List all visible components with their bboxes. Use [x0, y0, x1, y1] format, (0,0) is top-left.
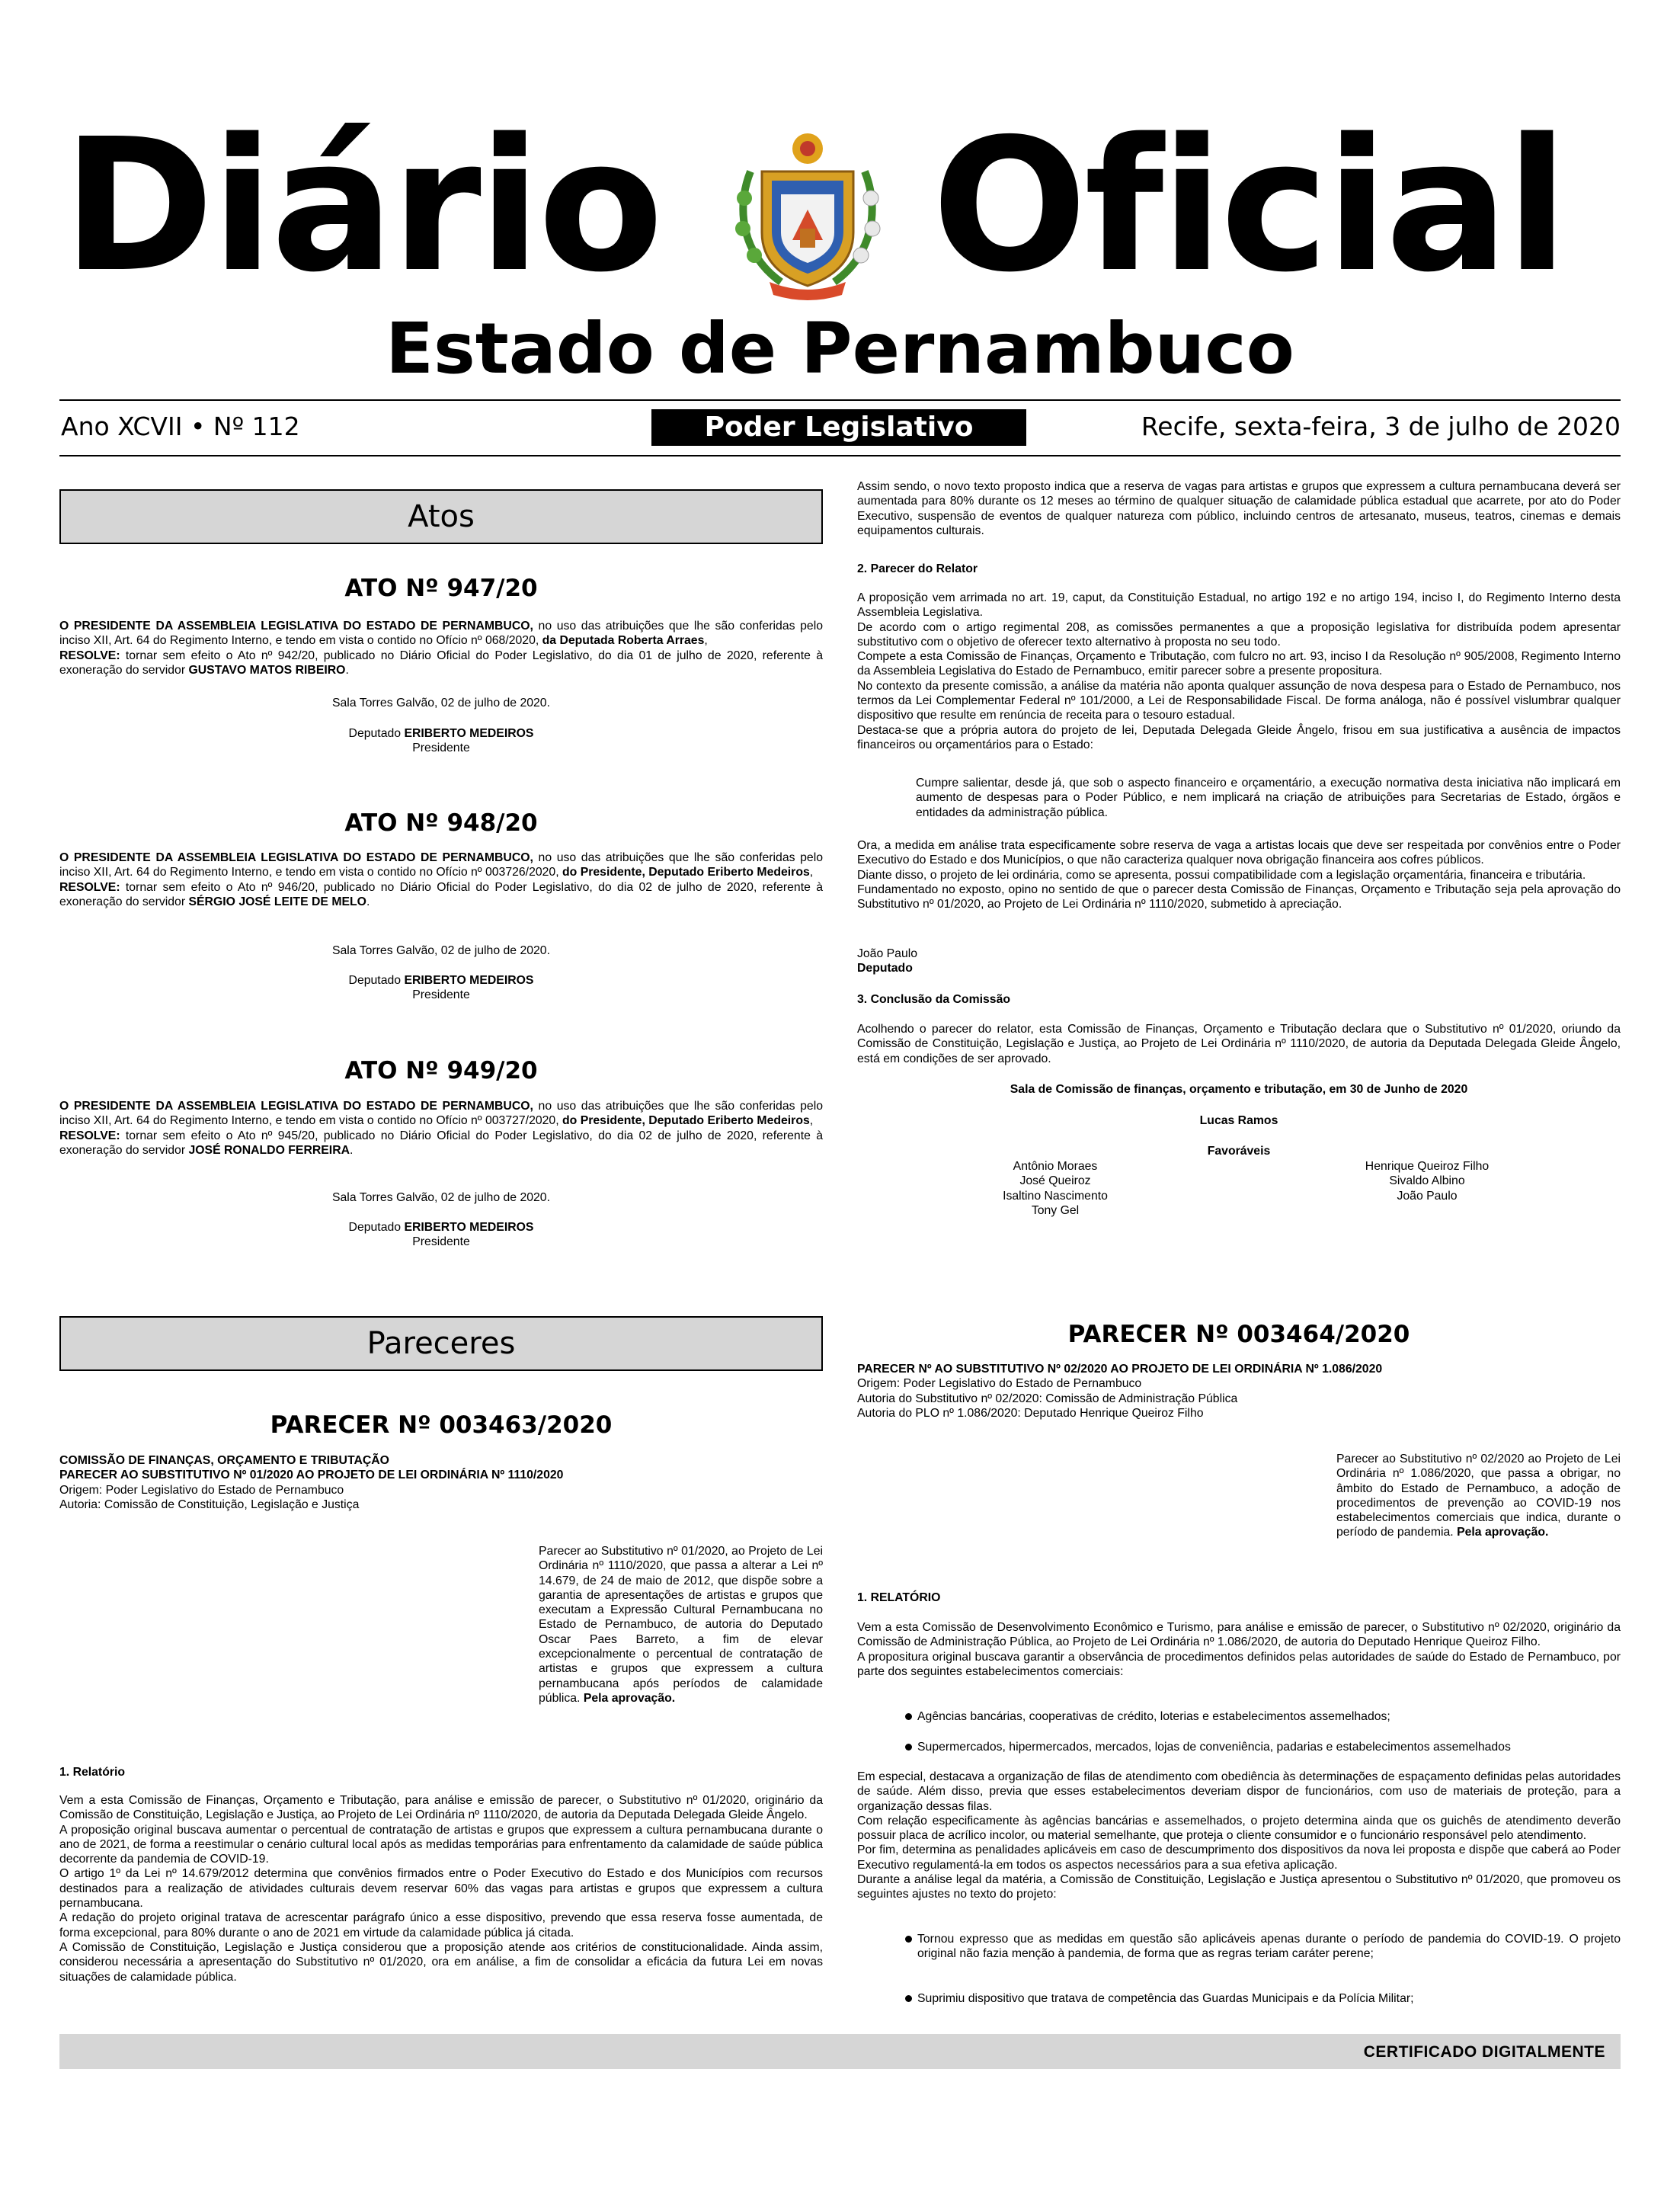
member-name: Isaltino Nascimento: [1003, 1189, 1108, 1203]
parecer-relator: A proposição vem arrimada no art. 19, caput, da Constituição Estadual, no artigo 192 e no artigo 194, inciso I, do Regimento Interno desta Assembleia Legislativa. De acordo com o artigo regimental 208, as comissões permanentes a que a proposição legislativa for distribuída podem apresentar substitutivo com o objetivo de oferecer texto alternativo à proposta no seu todo. Compete a esta Comissão de Finanças, Orçamento e Tributação, com fulcro no art. 93, inciso I da Resolução nº 905/2008, Regimento Interno da Assembleia Legislativa do Estado de Pernambuco, emitir parecer sobre a presente propositura. No contexto da presente comissão, a análise da matéria não aponta qualquer assunção de nova despesa para o Estado de Pernambuco, nos termos da Lei Complementar Federal nº 101/2000, a Lei de Responsabilidade Fiscal. De forma análoga, não é possível vislumbrar qualquer dispositivo que resulte em renúncia de receita para o tesouro estadual. Destaca-se que a própria autora do projeto de lei, Deputada Delegada Gleide Ângelo, frisou em sua justificativa a ausência de impactos financeiros ou orçamentários para o Estado:: [857, 591, 1621, 751]
member-name: Henrique Queiroz Filho: [1365, 1160, 1490, 1173]
ato-place-date: Sala Torres Galvão, 02 de julho de 2020.: [331, 697, 550, 710]
masthead-subtitle: Estado de Pernambuco: [386, 308, 1294, 389]
bullet-list: [901, 1740, 1621, 1754]
justification-quote: Cumpre salientar, desde já, que sob o aspecto financeiro e orçamentário, a execução normativa desta iniciativa não implicará em aumento de despesas para o Poder Público, e nem implicará na criação de atribuições para Secretarias de Estado, órgãos e entidades da administração pública.: [916, 777, 1621, 819]
parecer-ementa: Parecer ao Substitutivo nº 01/2020, ao Projeto de Lei Ordinária nº 1110/2020, que passa a alterar a Lei nº 14.679, de 24 de maio de 2012, que dispõe sobre a garantia de apresentações de artistas e grupos que executam a Expressão Cultural Pernambucana no Estado de Pernambuco, de autoria do Deputado Oscar Paes Barreto, a fim de elevar excepcionalmente o percentual de contratação de artistas e grupos que expressem a cultura pernambucana após períodos de calamidade pública. Pela aprovação.: [539, 1545, 823, 1705]
ato-signature: Deputado ERIBERTO MEDEIROS Presidente: [348, 727, 534, 755]
bullet-list: [901, 1991, 1621, 2006]
member-name: Tony Gel: [1031, 1203, 1080, 1217]
parecer-relatorio: Vem a esta Comissão de Finanças, Orçamento e Tributação, para análise e emissão de parecer, o Substitutivo nº 01/2020, originário da Comissão de Constituição, Legislação e Justiça, ao Projeto de Lei Ordinária nº 1110/2020, de autoria da Deputada Delegada Gleide Ângelo. A proposição original buscava aumentar o percentual de contratação de artistas e grupos que expressem a cultura pernambucana durante o ano de 2021, de forma a reestimular o cenário cultural local após as medidas temporárias para enfrentamento da calamidade de saúde pública decorrente da pandemia de COVID-19. O artigo 1º da Lei nº 14.679/2012 determina que convênios firmados entre o Poder Executivo do Estado e dos Municípios com recursos destinados para a realização de atividades culturais devem reservar 60% das vagas para artistas e grupos que expressem a cultura pernambucana. A redação do projeto original tratava de acrescentar parágrafo único a esse dispositivo, prevendo que essa reserva fosse aumentada, de forma excepcional, para 80% durante o ano de 2021 em virtude da calamidade pública já citada. A Comissão de Constituição, Legislação e Justiça considerou que a proposição atende aos critérios de constitucionalidade. Ainda assim, considerou necessária a apresentação do Substitutivo nº 01/2020, ora em análise, a fim de consolidar a eficácia da futura Lei em novas situações de calamidade pública.: [59, 1794, 823, 1984]
parecer-relatorio: Vem a esta Comissão de Desenvolvimento Econômico e Turismo, para análise e emissão de parecer, o Substitutivo nº 02/2020, originário da Comissão de Administração Pública, ao Projeto de Lei Ordinária nº 1.086/2020, de autoria do Deputado Henrique Queiroz Filho. A propositura original buscava garantir a observância de procedimentos definidos pelas autoridades de saúde do Estado de Pernambuco, por parte dos seguintes estabelecimentos comerciais:: [857, 1621, 1621, 1678]
parecer-continuation: Assim sendo, o novo texto proposto indica que a reserva de vagas para artistas e grupos que expressem a cultura pernambucana deverá ser aumentada para 80% durante os 12 meses ao término de qualquer situação de calamidade pública estadual que acarrete, por ato do Poder Executivo, suspensão de eventos de qualquer natureza com público, incluindo centros de artesanato, museus, teatros, cinemas e demais equipamentos culturais.: [857, 480, 1621, 537]
relator-signature: João Paulo Deputado: [857, 947, 918, 975]
bullet-icon: [905, 1713, 912, 1720]
pernambuco-coat-of-arms-icon: [728, 126, 888, 301]
section-heading: 1. Relatório: [59, 1766, 126, 1779]
digital-certificate-label: CERTIFICADO DIGITALMENTE: [1363, 2043, 1605, 2061]
publication-date: Recife, sexta-feira, 3 de julho de 2020: [1141, 412, 1621, 441]
ato-place-date: Sala Torres Galvão, 02 de julho de 2020.: [331, 1191, 550, 1204]
list-item: Suprimiu dispositivo que tratava de competência das Guardas Municipais e da Polícia Militar;: [901, 1991, 1621, 2006]
ato-body: O PRESIDENTE DA ASSEMBLEIA LEGISLATIVA DO ESTADO DE PERNAMBUCO, no uso das atribuições que lhe são conferidas pelo inciso XII, Art. 64 do Regimento Interno, e tendo em vista o contido no Ofício nº 003726/2020, do Presidente, Deputado Eriberto Medeiros, RESOLVE: tornar sem efeito o Ato nº 946/20, publicado no Diário Oficial do Poder Legislativo, do dia 02 de julho de 2020, referente à exoneração do servidor SÉRGIO JOSÉ LEITE DE MELO.: [59, 851, 823, 908]
section-header-atos: Atos: [59, 489, 823, 544]
member-name: João Paulo: [1397, 1189, 1458, 1203]
parecer-relatorio-continued: Em especial, destacava a organização de filas de atendimento com obediência às determinações de espaçamento definidas pelas autoridades de saúde. Além disso, previa que esses estabelecimentos deveriam dispor de funcionários, com uso de materiais de proteção, para a organização dessas filas. Com relação especificamente às agências bancárias e assemelhados, o projeto determina ainda que os guichês de atendimento deverão possuir placa de acrílico incolor, ou material semelhante, que proteja o cliente consumidor e o funcionário responsável pelo atendimento. Por fim, determina as penalidades aplicáveis em caso de descumprimento dos dispositivos da nova lei proposta e dispõe que caberá ao Poder Executivo regulamentá-la em todos os aspectos necessários para a sua efetiva aplicação. Durante a análise legal da matéria, a Comissão de Constituição, Legislação e Justiça apresentou o Substitutivo nº 01/2020, que promoveu os seguintes ajustes no texto do projeto:: [857, 1770, 1621, 1901]
edition-number: Ano XCVII • Nº 112: [61, 412, 300, 441]
section-heading: 3. Conclusão da Comissão: [857, 993, 1011, 1006]
list-item: Tornou expresso que as medidas em questão são aplicáveis apenas durante o período de pandemia do COVID-19. O projeto original não fazia menção à pandemia, de forma que as regras teriam caráter perene;: [901, 1932, 1621, 1962]
divider: [59, 399, 1621, 401]
commission-room-date: Sala de Comissão de finanças, orçamento e tributação, em 30 de Junho de 2020: [1010, 1083, 1468, 1096]
parecer-title: PARECER Nº 003463/2020: [270, 1411, 613, 1439]
divider: [59, 455, 1621, 456]
ato-title: ATO Nº 947/20: [344, 575, 538, 602]
bullet-icon: [905, 1744, 912, 1751]
bullet-icon: [905, 1936, 912, 1943]
ato-body: O PRESIDENTE DA ASSEMBLEIA LEGISLATIVA DO ESTADO DE PERNAMBUCO, no uso das atribuições que lhe são conferidas pelo inciso XII, Art. 64 do Regimento Interno, e tendo em vista o contido no Ofício nº 068/2020, da Deputada Roberta Arraes, RESOLVE: tornar sem efeito o Ato nº 942/20, publicado no Diário Oficial do Poder Legislativo, do dia 01 de julho de 2020, referente à exoneração do servidor GUSTAVO MATOS RIBEIRO.: [59, 620, 823, 677]
bullet-list: [901, 1709, 1621, 1724]
ato-signature: Deputado ERIBERTO MEDEIROS Presidente: [348, 1221, 534, 1249]
members-list-left: [933, 1159, 1177, 1218]
footer-bar: [59, 2034, 1621, 2069]
commission-president: Lucas Ramos: [1199, 1114, 1278, 1127]
ato-body: O PRESIDENTE DA ASSEMBLEIA LEGISLATIVA DO ESTADO DE PERNAMBUCO, no uso das atribuições que lhe são conferidas pelo inciso XII, Art. 64 do Regimento Interno, e tendo em vista o contido no Ofício nº 003727/2020, do Presidente, Deputado Eriberto Medeiros, RESOLVE: tornar sem efeito o Ato nº 945/20, publicado no Diário Oficial do Poder Legislativo, do dia 02 de julho de 2020, referente à exoneração do servidor JOSÉ RONALDO FERREIRA.: [59, 1100, 823, 1157]
parecer-ementa: Parecer ao Substitutivo nº 02/2020 ao Projeto de Lei Ordinária nº 1.086/2020, que passa a obrigar, no âmbito do Estado de Pernambuco, a adoção de procedimentos de prevenção ao COVID-19 nos estabelecimentos comerciais que indica, durante o período de pandemia. Pela aprovação.: [1336, 1453, 1621, 1539]
section-heading: 2. Parecer do Relator: [857, 562, 978, 575]
members-list-right: [1305, 1159, 1549, 1203]
member-name: Antônio Moraes: [1013, 1160, 1098, 1173]
ato-place-date: Sala Torres Galvão, 02 de julho de 2020.: [331, 944, 550, 957]
masthead-title-diario: Diário: [62, 99, 661, 312]
member-name: José Queiroz: [1019, 1174, 1091, 1188]
parecer-title: PARECER Nº 003464/2020: [1067, 1321, 1410, 1348]
ato-signature: Deputado ERIBERTO MEDEIROS Presidente: [348, 974, 534, 1002]
parecer-header: COMISSÃO DE FINANÇAS, ORÇAMENTO E TRIBUTAÇÃO PARECER AO SUBSTITUTIVO Nº 01/2020 AO PROJETO DE LEI ORDINÁRIA Nº 1110/2020 Origem: Poder Legislativo do Estado de Pernambuco Autoria: Comissão de Constituição, Legislação e Justiça: [59, 1454, 564, 1511]
list-item: Agências bancárias, cooperativas de crédito, loterias e estabelecimentos assemelhados;: [901, 1709, 1621, 1724]
parecer-header: PARECER Nº AO SUBSTITUTIVO Nº 02/2020 AO PROJETO DE LEI ORDINÁRIA Nº 1.086/2020 Origem: Poder Legislativo do Estado de Pernambuco Autoria do Substitutivo nº 02/2020: Comissão de Administração Pública Autoria do PLO nº 1.086/2020: Deputado Henrique Queiroz Filho: [857, 1363, 1383, 1420]
list-item: Supermercados, hipermercados, mercados, lojas de conveniência, padarias e estabelecimentos assemelhados: [901, 1740, 1621, 1754]
bullet-list: [901, 1932, 1621, 1962]
parecer-relator-conclusion: Ora, a medida em análise trata especificamente sobre reserva de vaga a artistas locais que deve ser respeitada por convênios entre o Poder Executivo do Estado e dos Municípios, o que não caracteriza qualquer nova obrigação financeira aos cofres públicos. Diante disso, o projeto de lei ordinária, como se apresenta, possui compatibilidade com a legislação orçamentária, financeira e tributária. Fundamentado no exposto, opino no sentido de que o parecer desta Comissão de Finanças, Orçamento e Tributação seja pela aprovação do Substitutivo nº 01/2020, ao Projeto de Lei Ordinária nº 1110/2020, submetido à apreciação.: [857, 839, 1621, 911]
ato-title: ATO Nº 948/20: [344, 809, 538, 837]
favoraveis-heading: Favoráveis: [1207, 1145, 1271, 1158]
section-heading: 1. RELATÓRIO: [857, 1591, 941, 1604]
masthead-title-oficial: Oficial: [932, 99, 1566, 312]
ato-title: ATO Nº 949/20: [344, 1057, 538, 1084]
power-label: Poder Legislativo: [651, 409, 1026, 446]
bullet-icon: [905, 1995, 912, 2002]
commission-conclusion: Acolhendo o parecer do relator, esta Comissão de Finanças, Orçamento e Tributação declara que o Substitutivo nº 01/2020, oriundo da Comissão de Constituição, Legislação e Justiça, ao Projeto de Lei Ordinária nº 1110/2020, de autoria da Deputada Delegada Gleide Ângelo, está em condições de ser aprovado.: [857, 1023, 1621, 1065]
member-name: Sivaldo Albino: [1389, 1174, 1465, 1188]
section-header-pareceres: Pareceres: [59, 1316, 823, 1371]
